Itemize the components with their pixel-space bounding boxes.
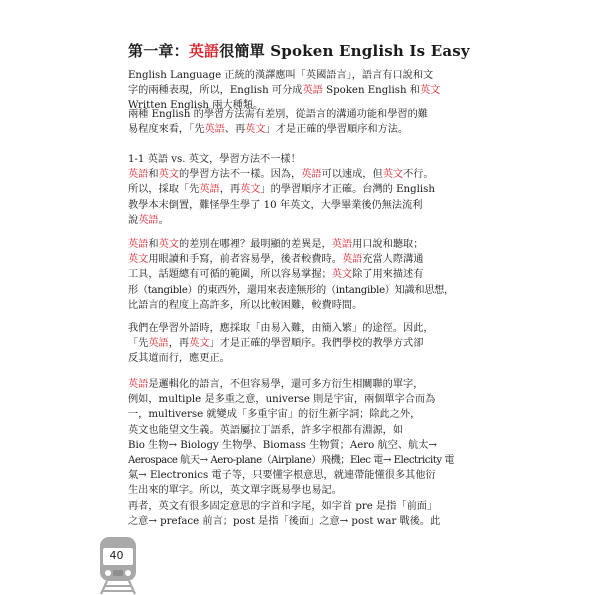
text-run: 比語言的程度上高許多，所以比較困難，較費時間。 xyxy=(128,299,363,311)
text-run: 字的兩種表現，所以，English 可分成 xyxy=(128,85,303,97)
text-line xyxy=(128,423,454,438)
keyword-text: 英語 xyxy=(331,239,353,250)
text-run: 易程度來看，「先 xyxy=(128,124,205,136)
text-run: 工具，話題總有可循的範圍，所以容易掌握； xyxy=(128,269,332,281)
text-run: Spoken English 和 xyxy=(322,85,420,97)
text-run: 、再 xyxy=(224,124,246,136)
paragraph-prefix-suffix xyxy=(128,499,454,529)
paragraph-learning-order xyxy=(128,321,454,367)
text-run: 1-1 英語 vs. 英文，學習方法不一樣！ xyxy=(128,154,301,165)
keyword-text: 英語 xyxy=(148,338,169,350)
text-run: 的學習方法不一樣。因為， xyxy=(178,169,302,181)
keyword-text: 英語 xyxy=(199,184,220,196)
keyword-text: 英文 xyxy=(158,169,179,181)
paragraph-logical-language xyxy=(128,377,454,499)
text-line xyxy=(128,122,454,137)
text-run: 我們在學習外語時，應採取「由易入難，由簡入繁」的途徑。因此， xyxy=(128,323,434,334)
text-line xyxy=(128,438,454,453)
keyword-text: 英語 xyxy=(128,379,149,390)
text-run: 。 xyxy=(158,214,169,226)
text-run: 充當人際溝通 xyxy=(362,254,424,266)
section-1-1 xyxy=(128,152,454,228)
text-run: 」才是正確的學習順序和方法。 xyxy=(265,124,409,136)
keyword-text: 英語 xyxy=(128,169,149,181)
text-run: ，再 xyxy=(219,184,241,196)
text-run: 的差別在哪裡？最明顯的差異是， xyxy=(178,239,332,250)
text-line xyxy=(128,499,454,514)
text-run: 一，multiverse 就變成「多重宇宙」的衍生新字詞；除此之外， xyxy=(128,409,421,421)
text-run: 兩種 English 的學習方法需有差別，從語言的溝通功能和學習的難 xyxy=(128,109,428,120)
keyword-text: 英文 xyxy=(245,124,266,136)
text-line xyxy=(128,198,454,213)
text-line xyxy=(128,336,454,351)
text-run: 所以，採取「先 xyxy=(128,184,200,196)
text-run: 生出來的單字。所以，英文單字既易學也易記。 xyxy=(128,485,342,497)
text-line xyxy=(128,237,454,252)
text-run: Written English 兩大種類。 xyxy=(128,100,264,112)
text-line xyxy=(128,392,454,407)
keyword-text: 英語 xyxy=(138,214,159,226)
keyword-text: 英語 xyxy=(128,239,149,250)
text-run: 再者，英文有很多固定意思的字首和字尾，如字首 pre 是指「前面」 xyxy=(128,501,438,512)
text-run: 不行。 xyxy=(403,169,434,181)
text-line xyxy=(128,68,454,83)
keyword-text: 英語 xyxy=(188,42,220,60)
text-line xyxy=(128,167,454,182)
text-run: Bio 生物→ Biology 生物學、Biomass 生物質；Aero 航空、航太→ xyxy=(128,439,437,451)
page-number: 40 xyxy=(109,549,124,562)
text-line xyxy=(128,252,454,267)
text-run: English Language 正統的漢譯應叫「英國語言」，語言有口說和文 xyxy=(128,70,434,81)
text-run: 氣→ Electronics 電子等，只要懂字根意思，就連帶能懂很多其他衍 xyxy=(128,470,436,482)
text-line xyxy=(128,83,454,98)
text-line xyxy=(128,407,454,422)
text-run: 是邏輯化的語言，不但容易學，還可多方衍生相關聯的單字， xyxy=(148,379,424,390)
text-line xyxy=(128,483,454,498)
keyword-text: 英文 xyxy=(128,254,149,266)
text-line xyxy=(128,182,454,197)
text-line xyxy=(128,321,454,336)
text-run: 」的學習順序才正確。台灣的 English xyxy=(260,184,435,196)
keyword-text: 英文 xyxy=(158,239,179,250)
text-run: 之意→ preface 前言；post 是指「後面」之意→ post war 戰後。此 xyxy=(128,516,441,528)
text-run: 和 xyxy=(148,239,159,250)
text-run: 英文也能望文生義。英語屬拉丁語系，許多字根都有淵源，如 xyxy=(128,424,404,436)
text-line xyxy=(128,468,454,483)
keyword-text: 英語 xyxy=(302,85,323,97)
text-line xyxy=(128,283,454,298)
text-line xyxy=(128,377,454,392)
keyword-text: 英語 xyxy=(341,254,363,266)
keyword-text: 英文 xyxy=(331,269,353,281)
text-run: 除了用來描述有 xyxy=(352,269,424,281)
text-line xyxy=(128,213,454,228)
keyword-text: 英文 xyxy=(420,85,441,97)
keyword-text: 英文 xyxy=(240,184,261,196)
text-run: 用口說和聽取； xyxy=(352,239,424,250)
paragraph-where-difference xyxy=(128,237,454,313)
text-run: 形（tangible）的東西外，還用來表達無形的（intangible）知識和思想， xyxy=(128,284,454,296)
text-run: 很簡單 Spoken English Is Easy xyxy=(219,42,470,60)
text-run: 教學本末倒置，難怪學生學了 10 年英文，大學畢業後仍無法流利 xyxy=(128,199,423,211)
keyword-text: 英文 xyxy=(382,169,404,181)
text-line xyxy=(128,298,454,313)
text-line xyxy=(128,267,454,282)
text-run: 例如，multiple 是多重之意，universe 則是宇宙，兩個單字合而為 xyxy=(128,394,436,406)
text-run: 「先 xyxy=(128,338,149,350)
text-run: 用眼讀和手寫，前者容易學，後者較費時。 xyxy=(148,254,342,266)
text-line xyxy=(128,453,454,468)
text-run: 可以速成，但 xyxy=(321,169,383,181)
keyword-text: 英文 xyxy=(189,338,210,350)
text-line xyxy=(128,152,454,167)
text-run: 」才是正確的學習順序。我們學校的教學方式卻 xyxy=(209,338,424,350)
train-icon xyxy=(98,536,138,595)
text-run: Aerospace 航天→ Aero-plane（Airplane）飛機；Elec 電→ Electricity 電 xyxy=(128,455,454,467)
keyword-text: 英語 xyxy=(301,169,322,181)
paragraph-difference xyxy=(128,107,454,137)
chapter-title xyxy=(128,40,468,61)
keyword-text: 英語 xyxy=(204,124,225,136)
text-line xyxy=(128,514,454,529)
text-line xyxy=(128,351,454,366)
text-line xyxy=(128,107,454,122)
text-run: 和 xyxy=(148,169,159,181)
text-run: 反其道而行，應更正。 xyxy=(128,353,230,365)
text-run: ，再 xyxy=(168,338,190,350)
text-run: 說 xyxy=(128,214,139,226)
text-run: 第一章： xyxy=(128,42,189,60)
